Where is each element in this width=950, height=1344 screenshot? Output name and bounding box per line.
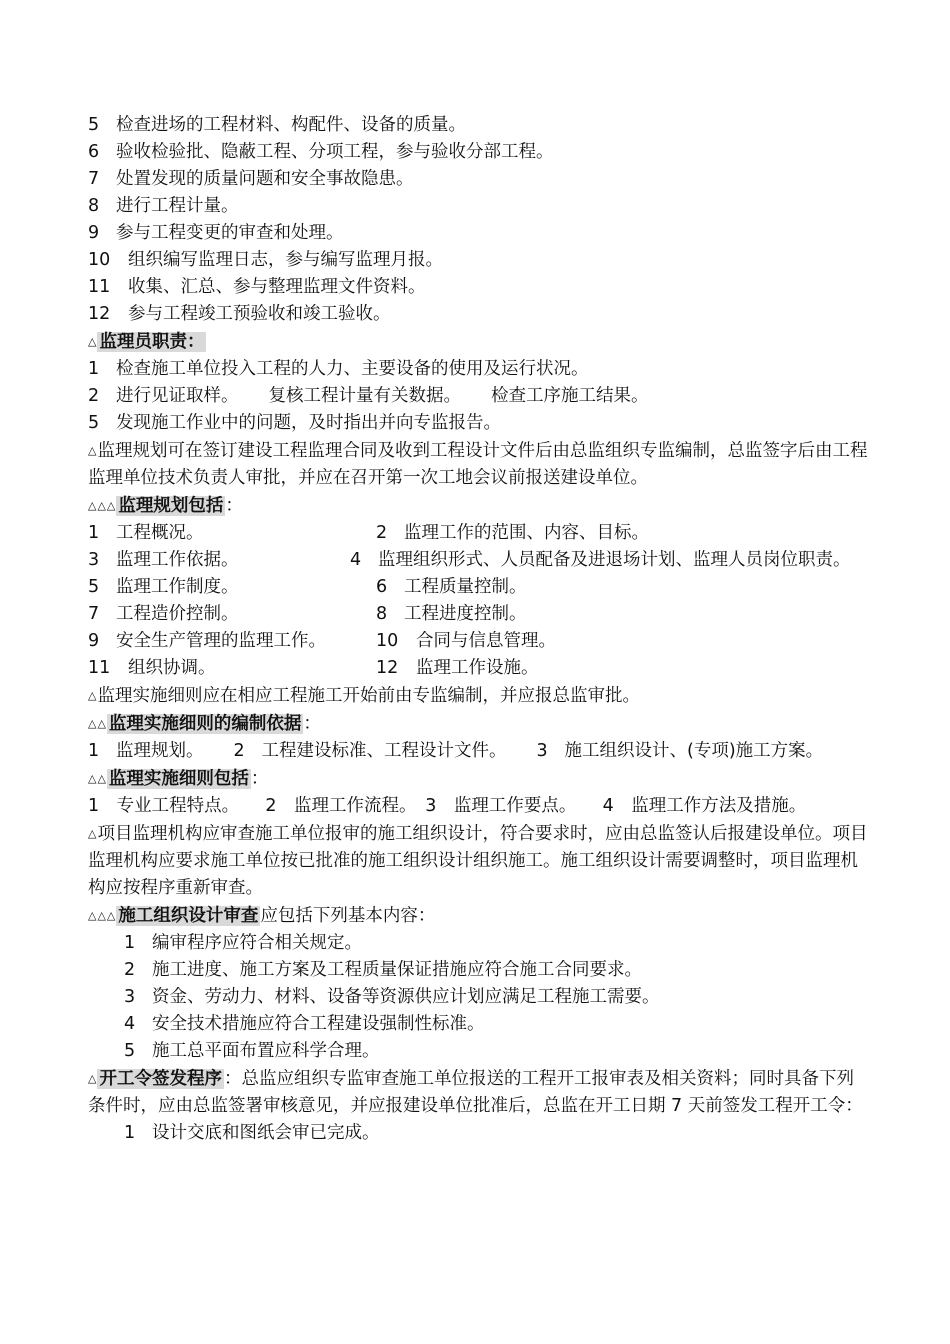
item-number: 9 bbox=[88, 631, 100, 651]
item-text: 参与工程变更的审查和处理。 bbox=[116, 223, 344, 243]
list-item bbox=[88, 1011, 870, 1038]
paragraph-org-design-note bbox=[88, 820, 870, 902]
heading-suffix: 应包括下列基本内容： bbox=[260, 906, 436, 926]
paragraph-start-order bbox=[88, 1065, 870, 1120]
highlighted-heading: 施工组织设计审查 bbox=[118, 906, 259, 926]
item-text: 检查工序施工结果。 bbox=[491, 386, 649, 406]
list-row bbox=[88, 628, 870, 655]
item-number: 1 bbox=[88, 359, 100, 379]
item-number: 1 bbox=[124, 1123, 136, 1143]
item-text: 发现施工作业中的问题，及时指出并向专监报告。 bbox=[116, 413, 501, 433]
item-number: 1 bbox=[124, 933, 136, 953]
item-number: 6 bbox=[376, 577, 388, 597]
item-text: 收集、汇总、参与整理监理文件资料。 bbox=[128, 277, 426, 297]
list-item bbox=[88, 957, 870, 984]
item-text: 进行见证取样。 bbox=[116, 386, 239, 406]
paragraph-text: 监理规划可在签订建设工程监理合同及收到工程设计文件后由总监组织专监编制，总监签字后由工程监理单位技术负责人审批，并应在召开第一次工地会议前报送建设单位。 bbox=[88, 441, 868, 488]
item-text: 监理工作的范围、内容、目标。 bbox=[404, 523, 649, 543]
item-number: 2 bbox=[233, 741, 245, 761]
item-number: 7 bbox=[88, 604, 100, 624]
triangle-marker: △△△ bbox=[88, 909, 117, 922]
item-text: 进行工程计量。 bbox=[116, 196, 239, 216]
item-text: 监理组织形式、人员配备及进退场计划、监理人员岗位职责。 bbox=[378, 550, 851, 570]
item-number: 9 bbox=[88, 223, 100, 243]
highlighted-heading: 监理实施细则的编制依据 bbox=[108, 714, 302, 734]
item-number: 2 bbox=[124, 960, 136, 980]
item-text: 组织协调。 bbox=[128, 658, 216, 678]
item-number: 4 bbox=[350, 550, 362, 570]
list-row bbox=[88, 574, 870, 601]
triangle-marker: △ bbox=[88, 1072, 98, 1085]
list-item bbox=[88, 166, 870, 193]
item-text: 组织编写监理日志，参与编写监理月报。 bbox=[128, 250, 443, 270]
item-text: 监理工作依据。 bbox=[116, 550, 239, 570]
paragraph-plan-note bbox=[88, 437, 870, 492]
item-text: 施工进度、施工方案及工程质量保证措施应符合施工合同要求。 bbox=[152, 960, 642, 980]
heading-suffix: ： bbox=[250, 769, 269, 789]
item-number: 3 bbox=[88, 550, 100, 570]
list-item bbox=[88, 1120, 870, 1147]
list-item bbox=[88, 356, 870, 383]
item-text: 工程进度控制。 bbox=[404, 604, 527, 624]
item-text: 施工组织设计、(专项)施工方案。 bbox=[564, 741, 824, 761]
item-number: 2 bbox=[88, 386, 100, 406]
section-heading-plan-contents bbox=[88, 492, 870, 520]
item-text: 安全技术措施应符合工程建设强制性标准。 bbox=[152, 1014, 485, 1034]
item-number: 8 bbox=[376, 604, 388, 624]
section-heading-org-design-review bbox=[88, 902, 870, 930]
item-text: 检查施工单位投入工程的人力、主要设备的使用及运行状况。 bbox=[116, 359, 589, 379]
item-number: 5 bbox=[124, 1041, 136, 1061]
section-heading-rules-contents bbox=[88, 765, 870, 793]
item-number: 12 bbox=[376, 658, 399, 678]
list-row bbox=[88, 738, 870, 765]
item-text: 工程建设标准、工程设计文件。 bbox=[261, 741, 507, 761]
item-number: 11 bbox=[88, 658, 111, 678]
item-text: 工程质量控制。 bbox=[404, 577, 527, 597]
paragraph-text: 1 专业工程特点。 2 监理工作流程。 3 监理工作要点。 4 监理工作方法及措施。 bbox=[88, 796, 807, 816]
item-number: 10 bbox=[376, 631, 399, 651]
section-heading-inspector bbox=[88, 328, 870, 356]
item-text: 设计交底和图纸会审已完成。 bbox=[152, 1123, 380, 1143]
item-number: 12 bbox=[88, 304, 111, 324]
item-text: 参与工程竣工预验收和竣工验收。 bbox=[128, 304, 391, 324]
highlighted-heading: 监理员职责： bbox=[99, 332, 205, 352]
highlighted-heading: 监理实施细则包括 bbox=[108, 769, 249, 789]
item-number: 1 bbox=[88, 741, 100, 761]
paragraph-rules-note bbox=[88, 682, 870, 710]
highlighted-heading: 监理规划包括 bbox=[118, 496, 224, 516]
list-item bbox=[88, 410, 870, 437]
list-item bbox=[88, 930, 870, 957]
list-row bbox=[88, 601, 870, 628]
paragraph-rules-contents bbox=[88, 793, 870, 820]
paragraph-text: ：总监应组织专监审查施工单位报送的工程开工报审表及相关资料；同时具备下列条件时，应由总监签署审核意见，并应报建设单位批准后，总监在开工日期 7 天前签发工程开工令： bbox=[88, 1069, 863, 1116]
item-number: 5 bbox=[88, 413, 100, 433]
list-item bbox=[88, 193, 870, 220]
item-text: 合同与信息管理。 bbox=[416, 631, 556, 651]
document-page bbox=[88, 112, 870, 1147]
item-number: 7 bbox=[88, 169, 100, 189]
section-heading-rules-basis bbox=[88, 710, 870, 738]
paragraph-text: 项目监理机构应审查施工单位报审的施工组织设计，符合要求时，应由总监签认后报建设单位。项目监理机构应要求施工单位按已批准的施工组织设计组织施工。施工组织设计需要调整时，项目监理机构应按程序重新审查。 bbox=[88, 824, 868, 898]
triangle-marker: △ bbox=[88, 689, 98, 702]
heading-suffix: ： bbox=[303, 714, 321, 734]
heading-suffix: ： bbox=[225, 496, 243, 516]
paragraph-text: 监理实施细则应在相应工程施工开始前由专监编制，并应报总监审批。 bbox=[97, 686, 640, 706]
list-item bbox=[88, 112, 870, 139]
list-row bbox=[88, 655, 870, 682]
item-number: 5 bbox=[88, 115, 100, 135]
list-row bbox=[88, 520, 870, 547]
triangle-marker: △△ bbox=[88, 717, 107, 730]
item-text: 工程概况。 bbox=[116, 523, 204, 543]
list-item bbox=[88, 1038, 870, 1065]
item-text: 资金、劳动力、材料、设备等资源供应计划应满足工程施工需要。 bbox=[152, 987, 660, 1007]
triangle-marker: △ bbox=[88, 827, 98, 840]
item-text: 监理工作设施。 bbox=[416, 658, 539, 678]
item-number: 1 bbox=[88, 523, 100, 543]
triangle-marker: △ bbox=[88, 335, 98, 348]
item-text: 编审程序应符合相关规定。 bbox=[152, 933, 362, 953]
list-item bbox=[88, 220, 870, 247]
list-item bbox=[88, 247, 870, 274]
item-number: 6 bbox=[88, 142, 100, 162]
item-text: 检查进场的工程材料、构配件、设备的质量。 bbox=[116, 115, 466, 135]
list-item bbox=[88, 383, 870, 410]
item-number: 3 bbox=[536, 741, 548, 761]
item-text: 工程造价控制。 bbox=[116, 604, 239, 624]
list-item bbox=[88, 274, 870, 301]
item-number: 4 bbox=[124, 1014, 136, 1034]
item-text: 监理规划。 bbox=[116, 741, 204, 761]
item-text: 监理工作制度。 bbox=[116, 577, 239, 597]
item-text: 验收检验批、隐蔽工程、分项工程，参与验收分部工程。 bbox=[116, 142, 554, 162]
item-text: 处置发现的质量问题和安全事故隐患。 bbox=[116, 169, 414, 189]
triangle-marker: △△△ bbox=[88, 499, 117, 512]
highlighted-heading: 开工令签发程序 bbox=[99, 1069, 222, 1089]
list-item bbox=[88, 139, 870, 166]
item-number: 3 bbox=[124, 987, 136, 1007]
item-number: 11 bbox=[88, 277, 111, 297]
item-number: 8 bbox=[88, 196, 100, 216]
triangle-marker: △ bbox=[88, 444, 98, 457]
list-row bbox=[88, 547, 870, 574]
item-text: 复核工程计量有关数据。 bbox=[268, 386, 461, 406]
item-number: 2 bbox=[376, 523, 388, 543]
triangle-marker: △△ bbox=[88, 772, 107, 785]
list-item bbox=[88, 984, 870, 1011]
list-item bbox=[88, 301, 870, 328]
item-text: 施工总平面布置应科学合理。 bbox=[152, 1041, 380, 1061]
item-number: 5 bbox=[88, 577, 100, 597]
item-text: 安全生产管理的监理工作。 bbox=[116, 631, 326, 651]
item-number: 10 bbox=[88, 250, 111, 270]
